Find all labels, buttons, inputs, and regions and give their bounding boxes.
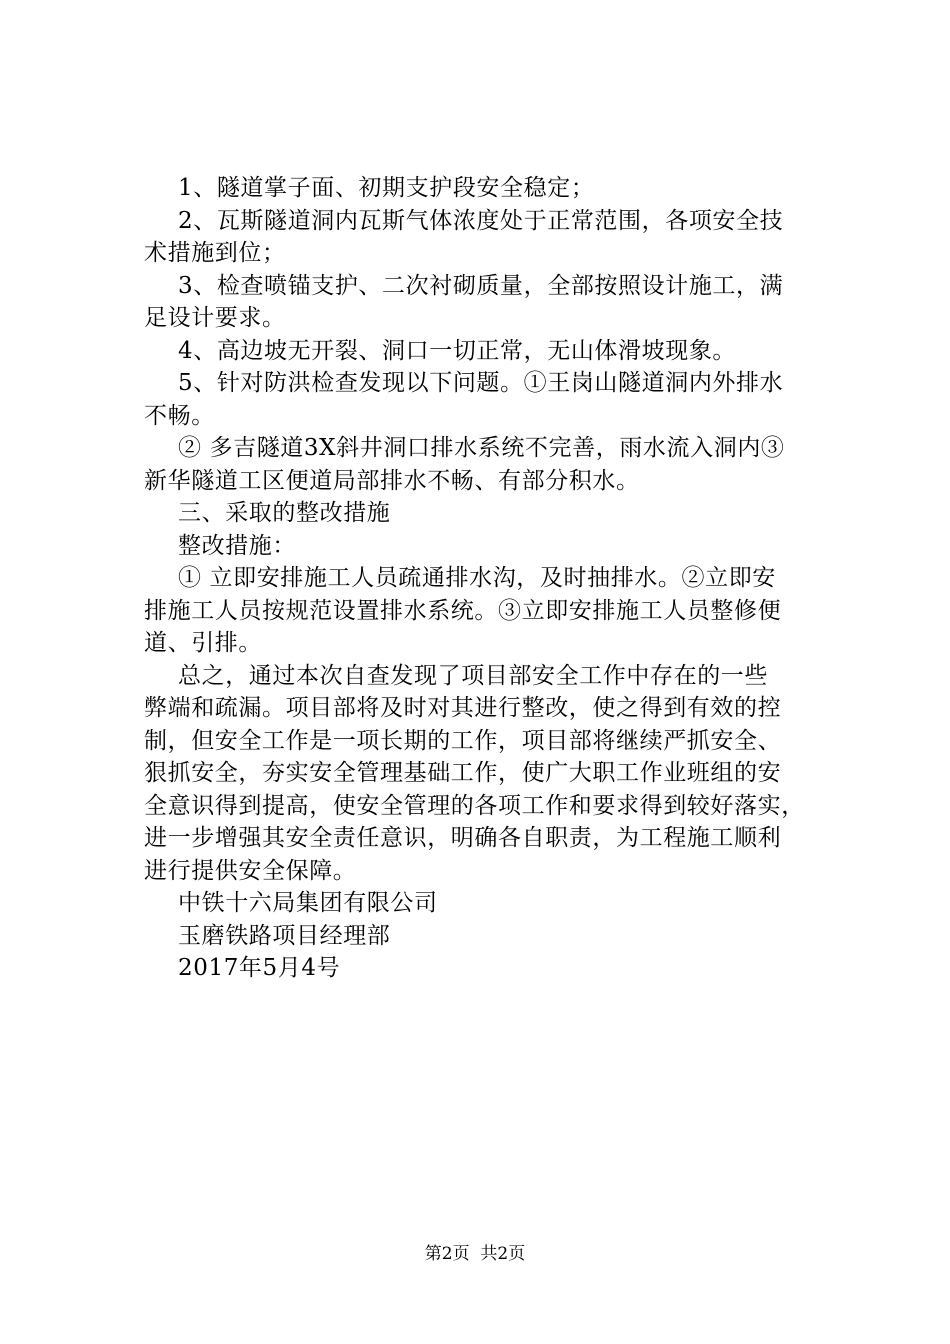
paragraph-line-7: 5、针对防洪检查发现以下问题。①王岗山隧道洞内外排水 [178,370,784,396]
paragraph-line-6: 4、高边坡无开裂、洞口一切正常，无山体滑坡现象。 [178,337,737,364]
signature-date: 2017年5月4号 [178,955,341,981]
section-heading: 三、采取的整改措施 [178,500,391,526]
paragraph-line-15: 道、引排。 [144,630,262,656]
paragraph-line-21: 进一步增强其安全责任意识，明确各自职责，为工程施工顺利 [144,825,782,851]
paragraph-line-18: 制，但安全工作是一项长期的工作，项目部将继续严抓安全、 [144,727,782,754]
paragraph-line-14: 排施工人员按规范设置排水系统。③立即安排施工人员整修便 [144,597,782,624]
paragraph-line-13: ① 立即安排施工人员疏通排水沟，及时抽排水。②立即安 [178,565,776,591]
paragraph-line-16: 总之，通过本次自查发现了项目部安全工作中存在的一些 [178,662,768,689]
paragraph-line-8: 不畅。 [144,402,215,429]
signature-department: 玉磨铁路项目经理部 [178,922,391,949]
paragraph-line-2: 2、瓦斯隧道洞内瓦斯气体浓度处于正常范围，各项安全技 [178,207,784,234]
paragraph-line-19: 狠抓安全，夯实安全管理基础工作，使广大职工作业班组的安 [144,760,782,786]
paragraph-line-3: 术措施到位； [144,240,286,266]
paragraph-line-4: 3、检查喷锚支护、二次衬砌质量，全部按照设计施工，满 [178,272,784,299]
paragraph-line-1: 1、隧道掌子面、初期支护段安全稳定； [178,175,595,201]
paragraph-line-9: ② 多吉隧道3X斜井洞口排水系统不完善，雨水流入洞内③ [178,435,785,461]
paragraph-line-5: 足设计要求。 [144,305,286,331]
paragraph-line-17: 弊端和疏漏。项目部将及时对其进行整改，使之得到有效的控 [144,695,782,721]
paragraph-line-22: 进行提供安全保障。 [144,857,357,884]
page-number-footer: 第2页 共2页 [424,1244,526,1264]
paragraph-line-12: 整改措施： [178,532,296,559]
paragraph-line-20: 全意识得到提高，使安全管理的各项工作和要求得到较好落实， [144,792,805,819]
paragraph-line-10: 新华隧道工区便道局部排水不畅、有部分积水。 [144,467,640,494]
signature-company: 中铁十六局集团有限公司 [178,890,438,916]
document-body [144,172,834,985]
